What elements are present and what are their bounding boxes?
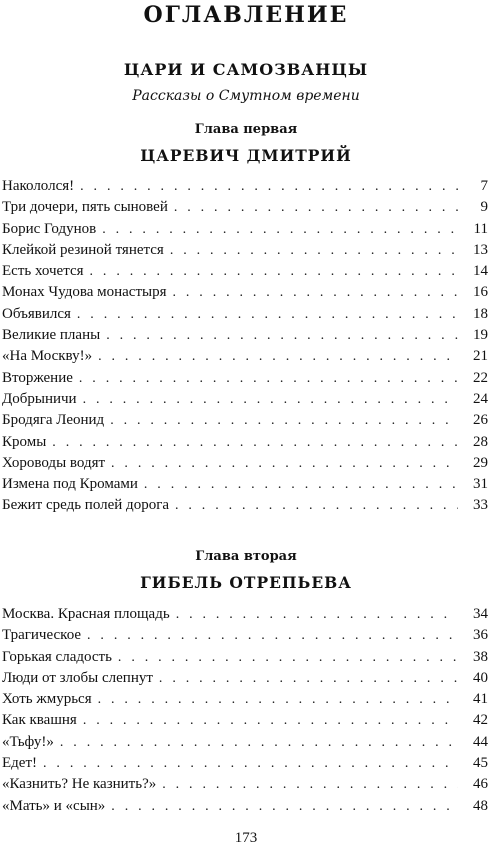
toc-entry-page: 29 — [473, 454, 488, 471]
toc-entry — [2, 304, 488, 325]
toc-entry-page: 7 — [480, 178, 488, 194]
toc-entry-page: 22 — [473, 369, 488, 386]
toc-entry-title: Бродяга Леонид — [2, 412, 105, 429]
toc-entry — [2, 474, 488, 495]
toc-entry-page: 42 — [473, 712, 488, 729]
toc-entry-page: 48 — [473, 797, 488, 814]
toc-entry-page: 36 — [473, 627, 488, 644]
dot-leader — [90, 261, 458, 282]
toc-entry-title: Трагическое — [2, 627, 82, 644]
toc-entry-page: 21 — [473, 348, 488, 365]
toc-entry-title: Как квашня — [2, 712, 77, 729]
toc-entry-title: Борис Годунов — [2, 220, 97, 237]
toc-entry-page: 34 — [473, 606, 488, 622]
toc-entry — [2, 219, 488, 240]
toc-entry-page: 40 — [473, 669, 488, 686]
toc-entry — [2, 453, 488, 474]
toc-entry — [2, 732, 488, 753]
toc-entry-title: Горькая сладость — [2, 648, 112, 665]
dot-leader — [174, 197, 458, 218]
dot-leader — [80, 176, 458, 197]
dot-leader — [60, 732, 458, 753]
dot-leader — [159, 668, 458, 689]
toc-entry-page: 19 — [473, 327, 488, 344]
dot-leader — [87, 625, 458, 646]
dot-leader — [83, 389, 458, 410]
toc-entry-title: Три дочери, пять сыновей — [2, 199, 168, 216]
toc-entry — [2, 774, 488, 795]
toc-entry-title: Великие планы — [2, 327, 101, 344]
toc-entry-title: Измена под Кромами — [2, 476, 138, 493]
toc-entry — [2, 495, 488, 516]
toc-entry — [2, 689, 488, 710]
toc-entry-page: 11 — [473, 220, 488, 237]
toc-entry-page: 44 — [473, 733, 488, 750]
chapter-1-title: ЦАРЕВИЧ ДМИТРИЙ — [140, 146, 352, 165]
toc-entry-title: Вторжение — [2, 369, 73, 386]
toc-entry — [2, 389, 488, 410]
toc-entry-title: Монах Чудова монастыря — [2, 284, 167, 301]
dot-leader — [170, 240, 458, 261]
part-subtitle: Рассказы о Смутном времени — [132, 88, 360, 104]
toc-entry — [2, 668, 488, 689]
toc-entry — [2, 753, 488, 774]
dot-leader — [83, 710, 458, 731]
toc-entry-page: 38 — [473, 648, 488, 665]
toc-entry-page: 41 — [473, 691, 488, 708]
toc-entry-title: Есть хочется — [2, 263, 84, 280]
toc-entry — [2, 261, 488, 282]
toc-entry-title: Хороводы водят — [2, 454, 106, 471]
toc-entry — [2, 325, 488, 346]
toc-entry-title: «Тьфу!» — [2, 733, 54, 750]
toc-entry-page: 31 — [473, 476, 488, 493]
toc-entry-title: Люди от злобы слепнут — [2, 669, 153, 686]
toc-entry — [2, 710, 488, 731]
toc-entry-title: Кромы — [2, 433, 47, 450]
chapter-1-toc — [2, 176, 488, 517]
chapter-2-label: Глава вторая — [195, 549, 297, 564]
toc-entry-title: Объявился — [2, 305, 71, 322]
dot-leader — [162, 774, 458, 795]
dot-leader — [102, 219, 458, 240]
dot-leader — [98, 689, 458, 710]
dot-leader — [111, 796, 458, 817]
toc-entry — [2, 410, 488, 431]
toc-entry-page: 46 — [473, 776, 488, 793]
toc-entry-title: Едет! — [2, 755, 38, 772]
toc-entry-page: 33 — [473, 497, 488, 514]
toc-entry — [2, 346, 488, 367]
toc-entry — [2, 368, 488, 389]
toc-entry-page: 14 — [473, 263, 488, 280]
chapter-2-title: ГИБЕЛЬ ОТРЕПЬЕВА — [140, 573, 352, 592]
dot-leader — [43, 753, 458, 774]
toc-entry-page: 16 — [473, 284, 488, 301]
toc-entry-page: 24 — [473, 390, 488, 407]
dot-leader — [110, 410, 458, 431]
toc-entry — [2, 240, 488, 261]
toc-entry — [2, 796, 488, 817]
dot-leader — [77, 304, 458, 325]
chapter-2-toc — [2, 604, 488, 817]
toc-entry-page: 45 — [473, 755, 488, 772]
toc-entry-title: Добрыничи — [2, 390, 77, 407]
toc-entry — [2, 197, 488, 218]
toc-entry-title: «На Москву!» — [2, 348, 93, 365]
dot-leader — [118, 647, 458, 668]
toc-entry — [2, 432, 488, 453]
page-title: ОГЛАВЛЕНИЕ — [143, 2, 349, 28]
dot-leader — [173, 282, 459, 303]
dot-leader — [176, 604, 458, 625]
toc-entry-title: Москва. Красная площадь — [2, 606, 170, 622]
dot-leader — [175, 495, 458, 516]
part-title: ЦАРИ И САМОЗВАНЦЫ — [123, 60, 369, 79]
toc-entry-title: «Мать» и «сын» — [2, 797, 106, 814]
toc-entry-title: «Казнить? Не казнить?» — [2, 776, 157, 793]
toc-entry — [2, 282, 488, 303]
toc-entry-page: 18 — [473, 305, 488, 322]
dot-leader — [98, 346, 458, 367]
dot-leader — [106, 325, 458, 346]
toc-entry-page: 9 — [480, 199, 488, 216]
dot-leader — [144, 474, 458, 495]
toc-entry-page: 26 — [473, 412, 488, 429]
page-number: 173 — [234, 830, 258, 846]
toc-entry — [2, 647, 488, 668]
toc-entry-title: Хоть жмурься — [2, 691, 92, 708]
chapter-1-label: Глава первая — [194, 122, 298, 137]
toc-entry-title: Клейкой резиной тянется — [2, 241, 164, 258]
toc-entry-title: Бежит средь полей дорога — [2, 497, 169, 514]
toc-entry-title: Накололся! — [2, 178, 75, 194]
toc-entry-page: 13 — [473, 241, 488, 258]
toc-entry — [2, 176, 488, 197]
dot-leader — [52, 432, 458, 453]
toc-entry — [2, 625, 488, 646]
dot-leader — [111, 453, 458, 474]
toc-entry — [2, 604, 488, 625]
dot-leader — [79, 368, 458, 389]
toc-entry-page: 28 — [473, 433, 488, 450]
